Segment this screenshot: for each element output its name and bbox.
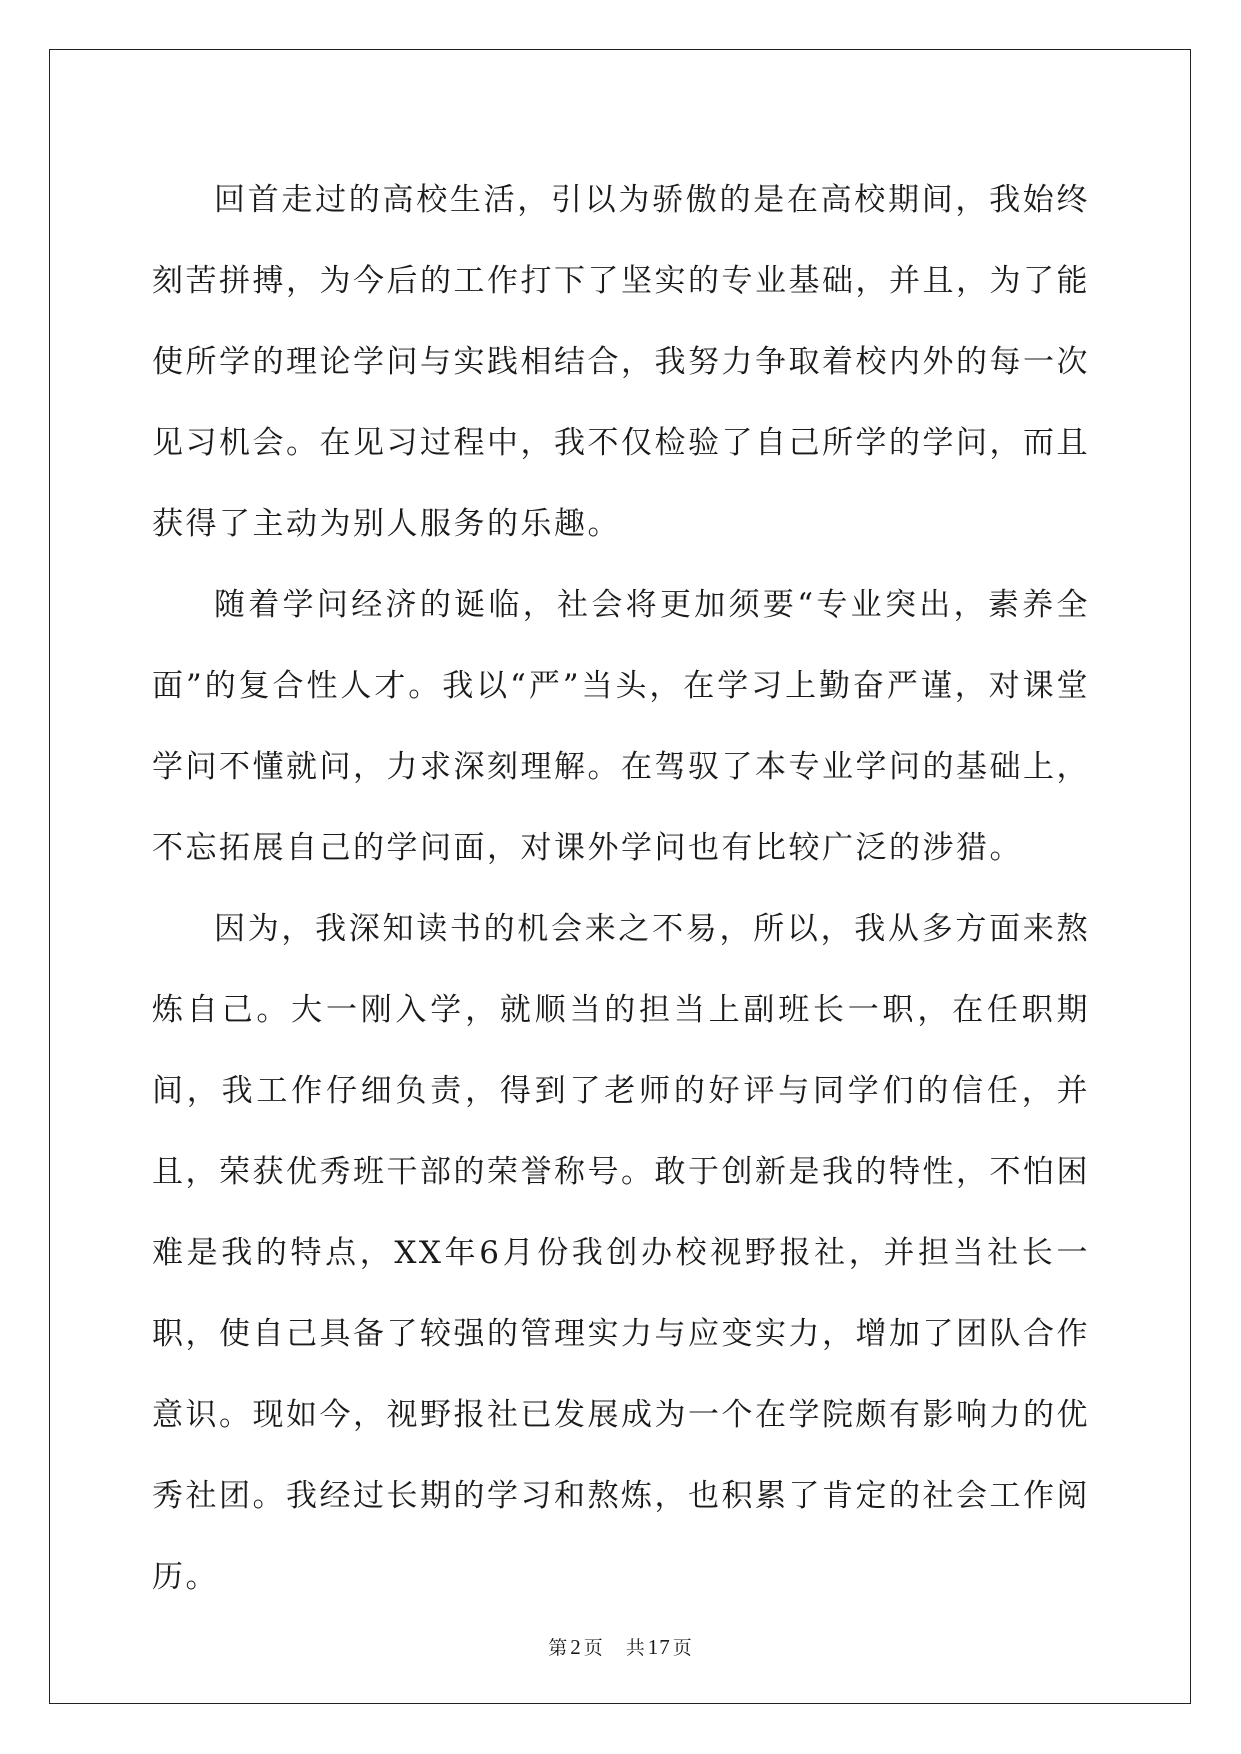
- document-body: [152, 160, 1090, 1618]
- page-prefix: 第: [548, 1637, 569, 1659]
- total-suffix: 页: [672, 1637, 693, 1659]
- page-footer: [0, 1633, 1241, 1660]
- total-prefix: 共: [625, 1637, 646, 1659]
- page-current-number: 2: [570, 1635, 582, 1659]
- paragraph-2: 随着学问经济的诞临，社会将更加须要“专业突出，素养全面”的复合性人才。我以“严”当头，在学习上勤奋严谨，对课堂学问不懂就问，力求深刻理解。在驾驭了本专业学问的基础上，不忘拓展自己的学问面，对课外学问也有比较广泛的涉猎。: [152, 587, 1090, 866]
- page-suffix: 页: [583, 1637, 604, 1659]
- paragraph-3: 因为，我深知读书的机会来之不易，所以，我从多方面来熬炼自己。大一刚入学，就顺当的担当上副班长一职，在任职期间，我工作仔细负责，得到了老师的好评与同学们的信任，并且，荣获优秀班干部的荣誉称号。敢于创新是我的特性，不怕困难是我的特点，XX年6月份我创办校视野报社，并担当社长一职，使自己具备了较强的管理实力与应变实力，增加了团队合作意识。现如今，视野报社已发展成为一个在学院颇有影响力的优秀社团。我经过长期的学习和熬炼，也积累了肯定的社会工作阅历。: [152, 911, 1090, 1595]
- paragraph-1: 回首走过的高校生活，引以为骄傲的是在高校期间，我始终刻苦拼搏，为今后的工作打下了坚实的专业基础，并且，为了能使所学的理论学问与实践相结合，我努力争取着校内外的每一次见习机会。在见习过程中，我不仅检验了自己所学的学问，而且获得了主动为别人服务的乐趣。: [152, 182, 1090, 542]
- page-total-number: 17: [647, 1635, 671, 1659]
